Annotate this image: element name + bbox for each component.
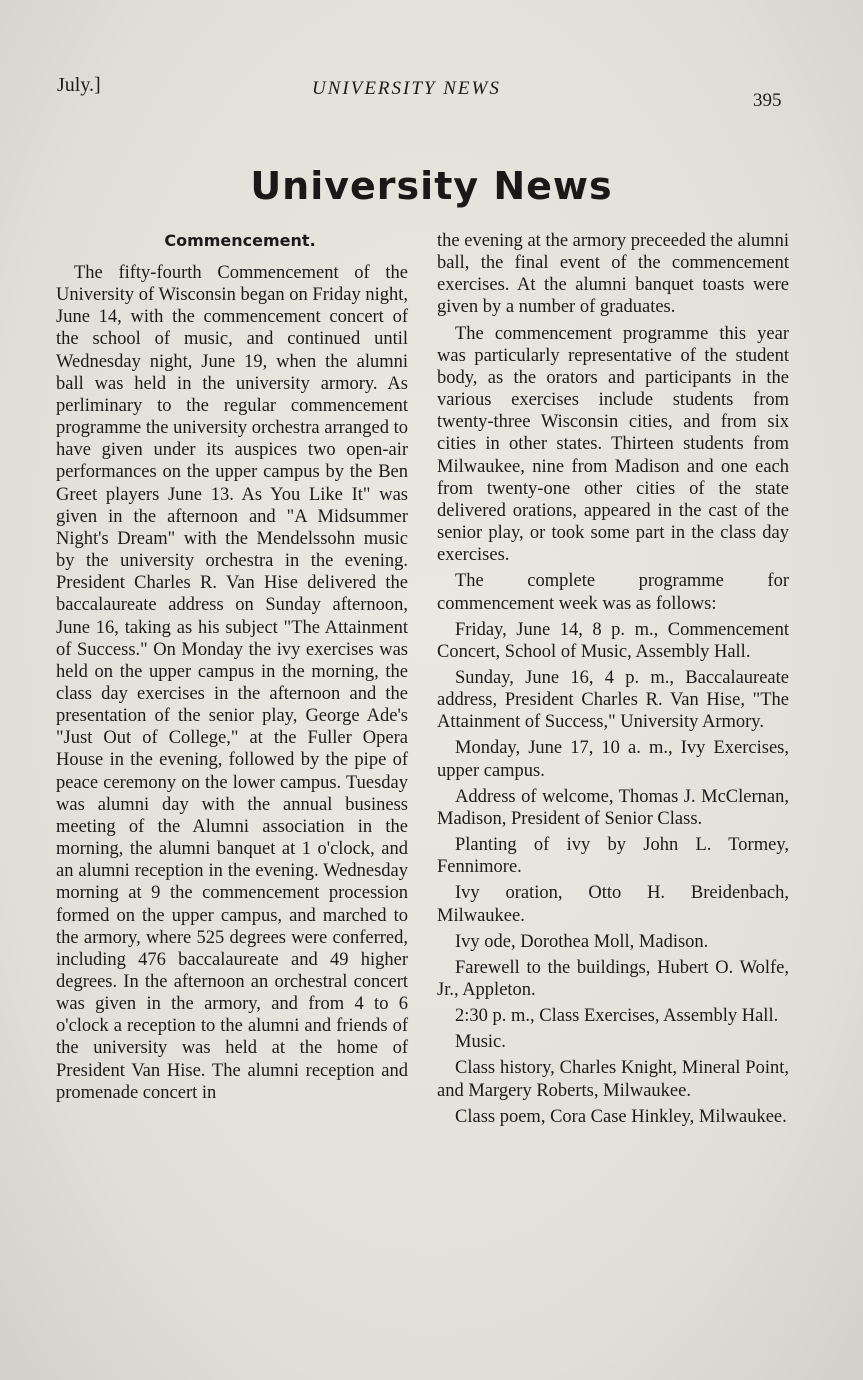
article-title: University News (250, 164, 613, 208)
programme-entry: Class history, Charles Knight, Mineral Point, and Margery Roberts, Milwaukee. (437, 1058, 789, 1101)
running-head-month: July.] (57, 74, 101, 96)
programme-entry: Planting of ivy by John L. Tormey, Fennimore. (437, 835, 789, 878)
programme-entry: Sunday, June 16, 4 p. m., Baccalaureate address, President Charles R. Van Hise, "The Attainment of Success," University Armory. (437, 667, 789, 733)
programme-entry: 2:30 p. m., Class Exercises, Assembly Hall. (455, 1006, 779, 1027)
running-head (0, 74, 863, 114)
left-column (56, 230, 408, 1104)
programme-entry: Farewell to the buildings, Hubert O. Wolfe, Jr., Appleton. (437, 957, 789, 1000)
right-column (437, 230, 789, 1132)
paragraph-continuation: the evening at the armory preceeded the alumni ball, the final event of the commencement exercises. At the alumni banquet toasts were given by a number of graduates. (437, 231, 789, 318)
paragraph: The commencement programme this year was particularly representative of the student body, as the orators and participants in the various exercises include students from twenty-three Wisconsin cities, and from six cities in other states. Thirteen students from Milwaukee, nine from Madison and one each from twenty-one other cities of the state delivered orations, appeared in the cast of the senior play, or took some part in the class day exercises. (437, 323, 789, 566)
programme-entry: Friday, June 14, 8 p. m., Commencement Concert, School of Music, Assembly Hall. (437, 619, 789, 662)
programme-entry: Class poem, Cora Case Hinkley, Milwaukee. (455, 1106, 787, 1127)
programme-entry: Ivy oration, Otto H. Breidenbach, Milwaukee. (437, 883, 789, 926)
programme-entry: Monday, June 17, 10 a. m., Ivy Exercises, upper campus. (437, 738, 789, 781)
paragraph: The fifty-fourth Commencement of the University of Wisconsin began on Friday night, June 14, with the commencement concert of the school of music, and continued until Wednesday night, June 19, when the alumni ball was held in the university armory. As perliminary to the regular commencement programme the university orchestra arranged to have given under its auspices two open-air performances on the upper campus by the Ben Greet players June 13. As You Like It" was given in the afternoon and "A Midsummer Night's Dream" with the Mendelssohn music by the university orchestra in the evening. President Charles R. Van Hise delivered the baccalaureate address on Sunday afternoon, June 16, taking as his subject "The Attainment of Success." On Monday the ivy exercises was held on the upper campus in the morning, the class day exercises in the afternoon and the presentation of the senior play, George Ade's "Just Out of College," at the Fuller Opera House in the evening, followed by the pipe of peace ceremony on the lower campus. Tuesday was alumni day with the annual business meeting of the Alumni association in the morning, the alumni banquet at 1 o'clock, and an alumni reception in the evening. Wednesday morning at 9 the commencement procession formed on the upper campus, and marched to the armory, where 525 degrees were conferred, including 476 baccalaureate and 49 higher degrees. In the afternoon an orchestral concert was given in the armory, and from 4 to 6 o'clock a reception to the alumni and friends of the university was held at the home of President Van Hise. The alumni reception and promenade concert in (56, 263, 408, 1103)
running-head-title: UNIVERSITY NEWS (312, 78, 501, 99)
programme-entry: Music. (455, 1032, 506, 1053)
programme-entry: Ivy ode, Dorothea Moll, Madison. (455, 931, 709, 952)
section-heading: Commencement. (164, 231, 316, 250)
paragraph: The complete programme for commencement week was as follows: (437, 571, 789, 614)
page-number: 395 (753, 90, 782, 111)
programme-entry: Address of welcome, Thomas J. McClernan, Madison, President of Senior Class. (437, 786, 789, 829)
